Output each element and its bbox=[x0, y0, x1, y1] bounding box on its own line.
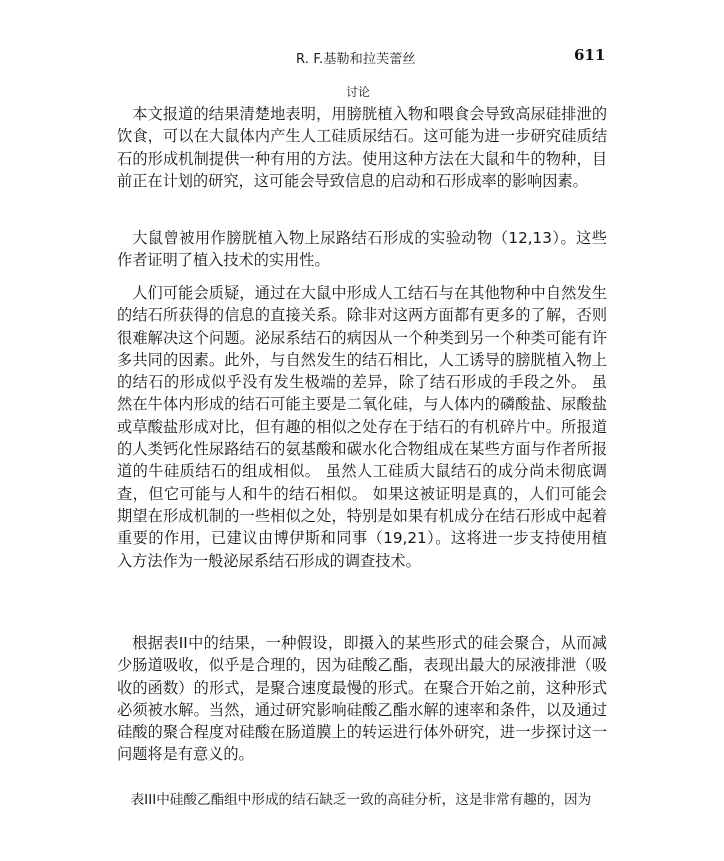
running-header-author: R. F.基勒和拉芙蕾丝 bbox=[296, 52, 416, 67]
body-paragraph-5: 表III中硅酸乙酯组中形成的结石缺乏一致的高硅分析，这是非常有趣的，因为 bbox=[130, 792, 592, 808]
body-paragraph-1: 本文报道的结果清楚地表明，用膀胱植入物和喂食会导致高尿硅排泄的饮食，可以在大鼠体内产生人工硅质尿结石。这可能为进一步研究硅质结石的形成机制提供一种有用的方法。使用这种方法在大鼠和牛的物种，目前正在计划的研究，这可能会导致信息的启动和石形成率的影响因素。 bbox=[117, 105, 607, 190]
body-paragraph-4: 根据表II中的结果，一种假设，即摄入的某些形式的硅会聚合，从而减少肠道吸收，似乎是合理的，因为硅酸乙酯，表现出最大的尿液排泄（吸收的函数）的形式，是聚合速度最慢的形式。在聚合开始之前，这种形式必须被水解。当然，通过研究影响硅酸乙酯水解的速率和条件，以及通过硅酸的聚合程度对硅酸在肠道膜上的转运进行体外研究，进一步探讨这一问题将是有意义的。 bbox=[117, 634, 607, 764]
page-number: 611 bbox=[574, 46, 606, 64]
section-title: 讨论 bbox=[346, 85, 371, 99]
body-paragraph-3: 人们可能会质疑，通过在大鼠中形成人工结石与在其他物种中自然发生的结石所获得的信息的直接关系。除非对这两方面都有更多的了解，否则很难解决这个问题。泌尿系结石的病因从一个种类到另一个种类可能有许多共同的因素。此外，与自然发生的结石相比，人工诱导的膀胱植入物上的结石的形成似乎没有发生极端的差异，除了结石形成的手段之外。 虽然在牛体内形成的结石可能主要是二氧化硅，与人体内的磷酸盐、尿酸盐或草酸盐形成对比，但有趣的相似之处存在于结石的有机碎片中。所报道的人类钙化性尿路结石的氨基酸和碳水化合物组成在某些方面与作者所报道的牛硅质结石的组成相似。 虽然人工硅质大鼠结石的成分尚未彻底调查，但它可能与人和牛的结石相似。 如果这被证明是真的，人们可能会期望在形成机制的一些相似之处，特别是如果有机成分在结石形成中起着重要的作用，已建议由博伊斯和同事（19,21）。这将进一步支持使用植入方法作为一般泌尿系结石形成的调查技术。 bbox=[117, 284, 607, 570]
body-paragraph-2: 大鼠曾被用作膀胱植入物上尿路结石形成的实验动物（12,13）。这些作者证明了植入技术的实用性。 bbox=[117, 229, 607, 270]
